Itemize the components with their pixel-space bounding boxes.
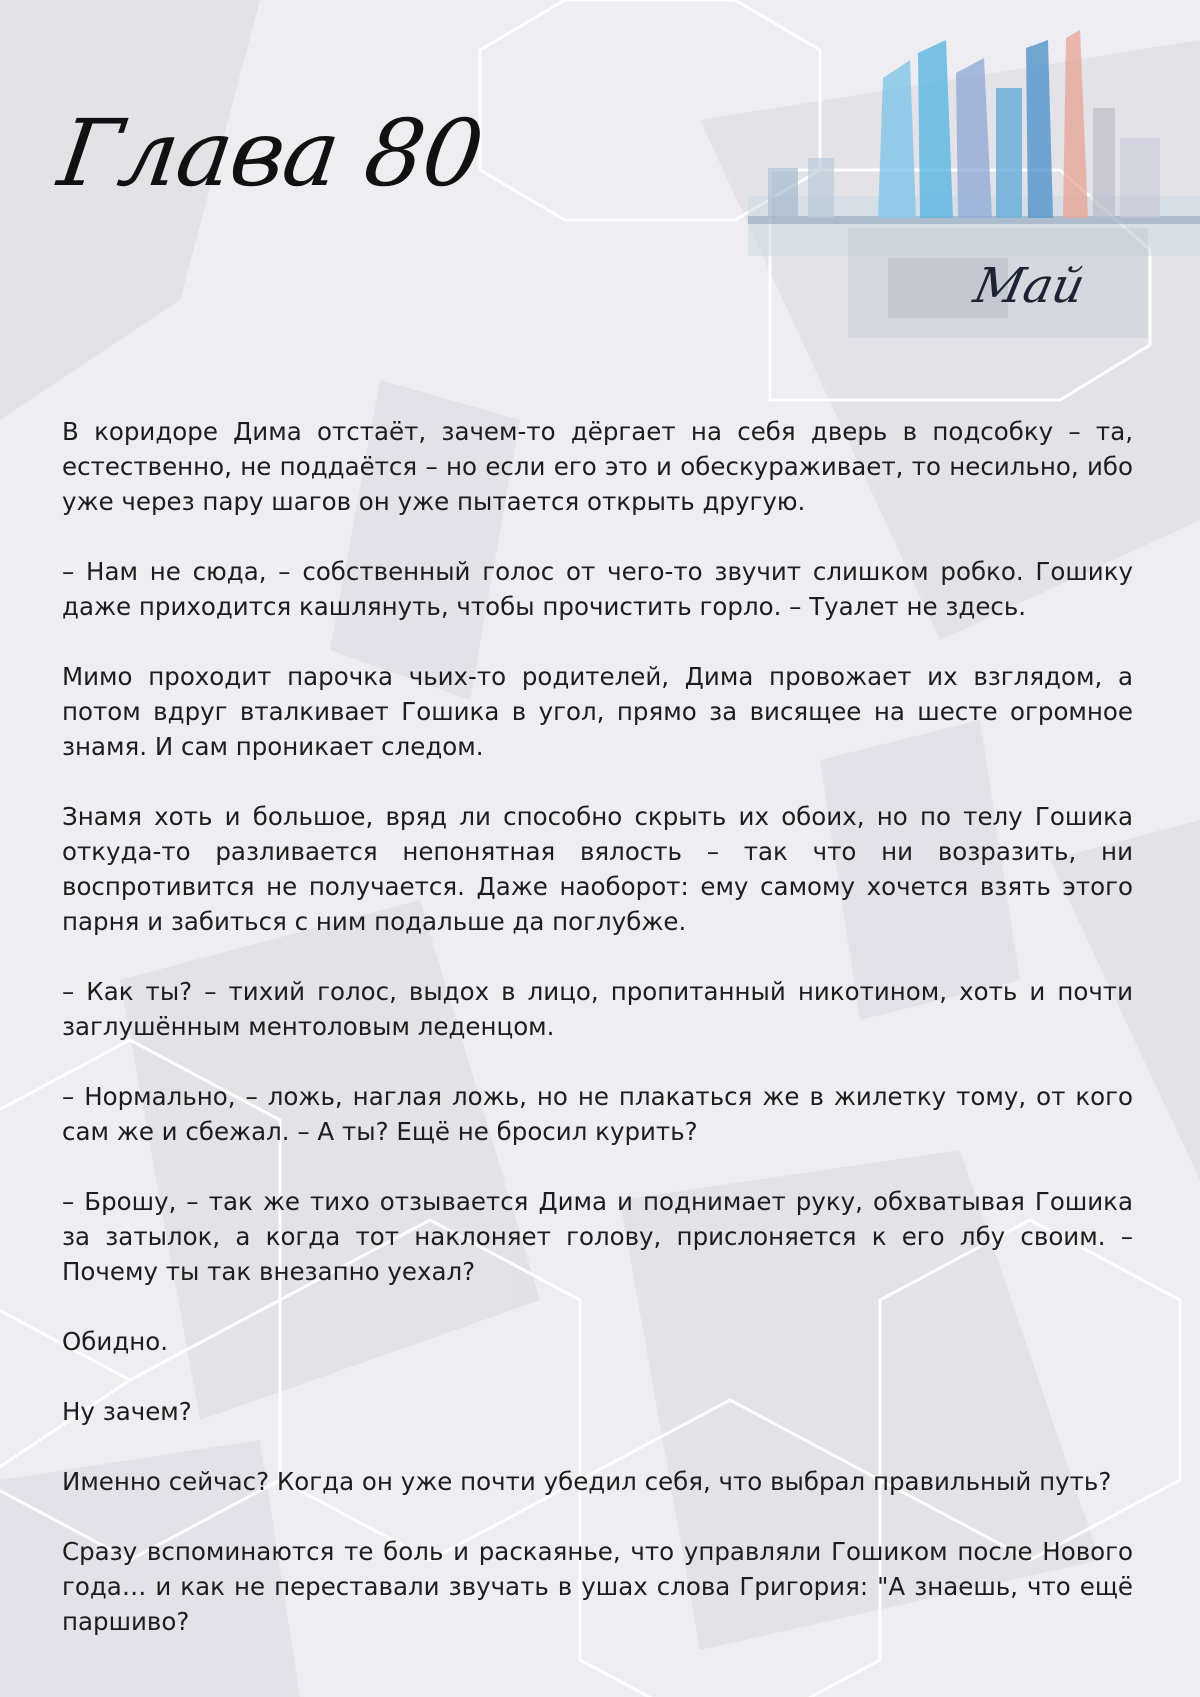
paragraph: – Брошу, – так же тихо отзывается Дима и поднимает руку, обхватывая Гошика за затылок, а когда тот наклоняет голову, прислоняется к его лбу своим. – Почему ты так внезапно уехал? xyxy=(62,1187,1133,1286)
paragraph: – Как ты? – тихий голос, выдох в лицо, пропитанный никотином, хоть и почти заглушённым ментоловым леденцом. xyxy=(62,977,1133,1041)
paragraph: Именно сейчас? Когда он уже почти убедил себя, что выбрал правильный путь? xyxy=(62,1467,1112,1496)
paragraph: Обидно. xyxy=(62,1327,169,1356)
paragraph: Ну зачем? xyxy=(62,1397,192,1426)
chapter-title: Глава 80 xyxy=(52,100,489,207)
paragraph: – Нормально, – ложь, наглая ложь, но не плакаться же в жилетку тому, от кого сам же и сбежал. – А ты? Ещё не бросил курить? xyxy=(62,1082,1133,1146)
month-label: Май xyxy=(969,258,1090,314)
paragraph: Сразу вспоминаются те боль и раскаянье, что управляли Гошиком после Нового года… и как не переставали звучать в ушах слова Григория: "А знаешь, что ещё паршиво? xyxy=(62,1537,1133,1636)
chapter-body xyxy=(62,414,1133,1639)
paragraph: Знамя хоть и большое, вряд ли способно скрыть их обоих, но по телу Гошика откуда-то разливается непонятная вялость – так что ни возразить, ни воспротивится не получается. Даже наоборот: ему самому хочется взять этого парня и забиться с ним подальше да поглубже. xyxy=(62,802,1133,936)
paragraph: – Нам не сюда, – собственный голос от чего-то звучит слишком робко. Гошику даже приходится кашлянуть, чтобы прочистить горло. – Туалет не здесь. xyxy=(62,557,1133,621)
paragraph: В коридоре Дима отстаёт, зачем-то дёргает на себя дверь в подсобку – та, естественно, не поддаётся – но если его это и обескураживает, то несильно, ибо уже через пару шагов он уже пытается открыть другую. xyxy=(62,417,1133,516)
paragraph: Мимо проходит парочка чьих-то родителей, Дима провожает их взглядом, а потом вдруг вталкивает Гошика в угол, прямо за висящее на шесте огромное знамя. И сам проникает следом. xyxy=(62,662,1133,761)
